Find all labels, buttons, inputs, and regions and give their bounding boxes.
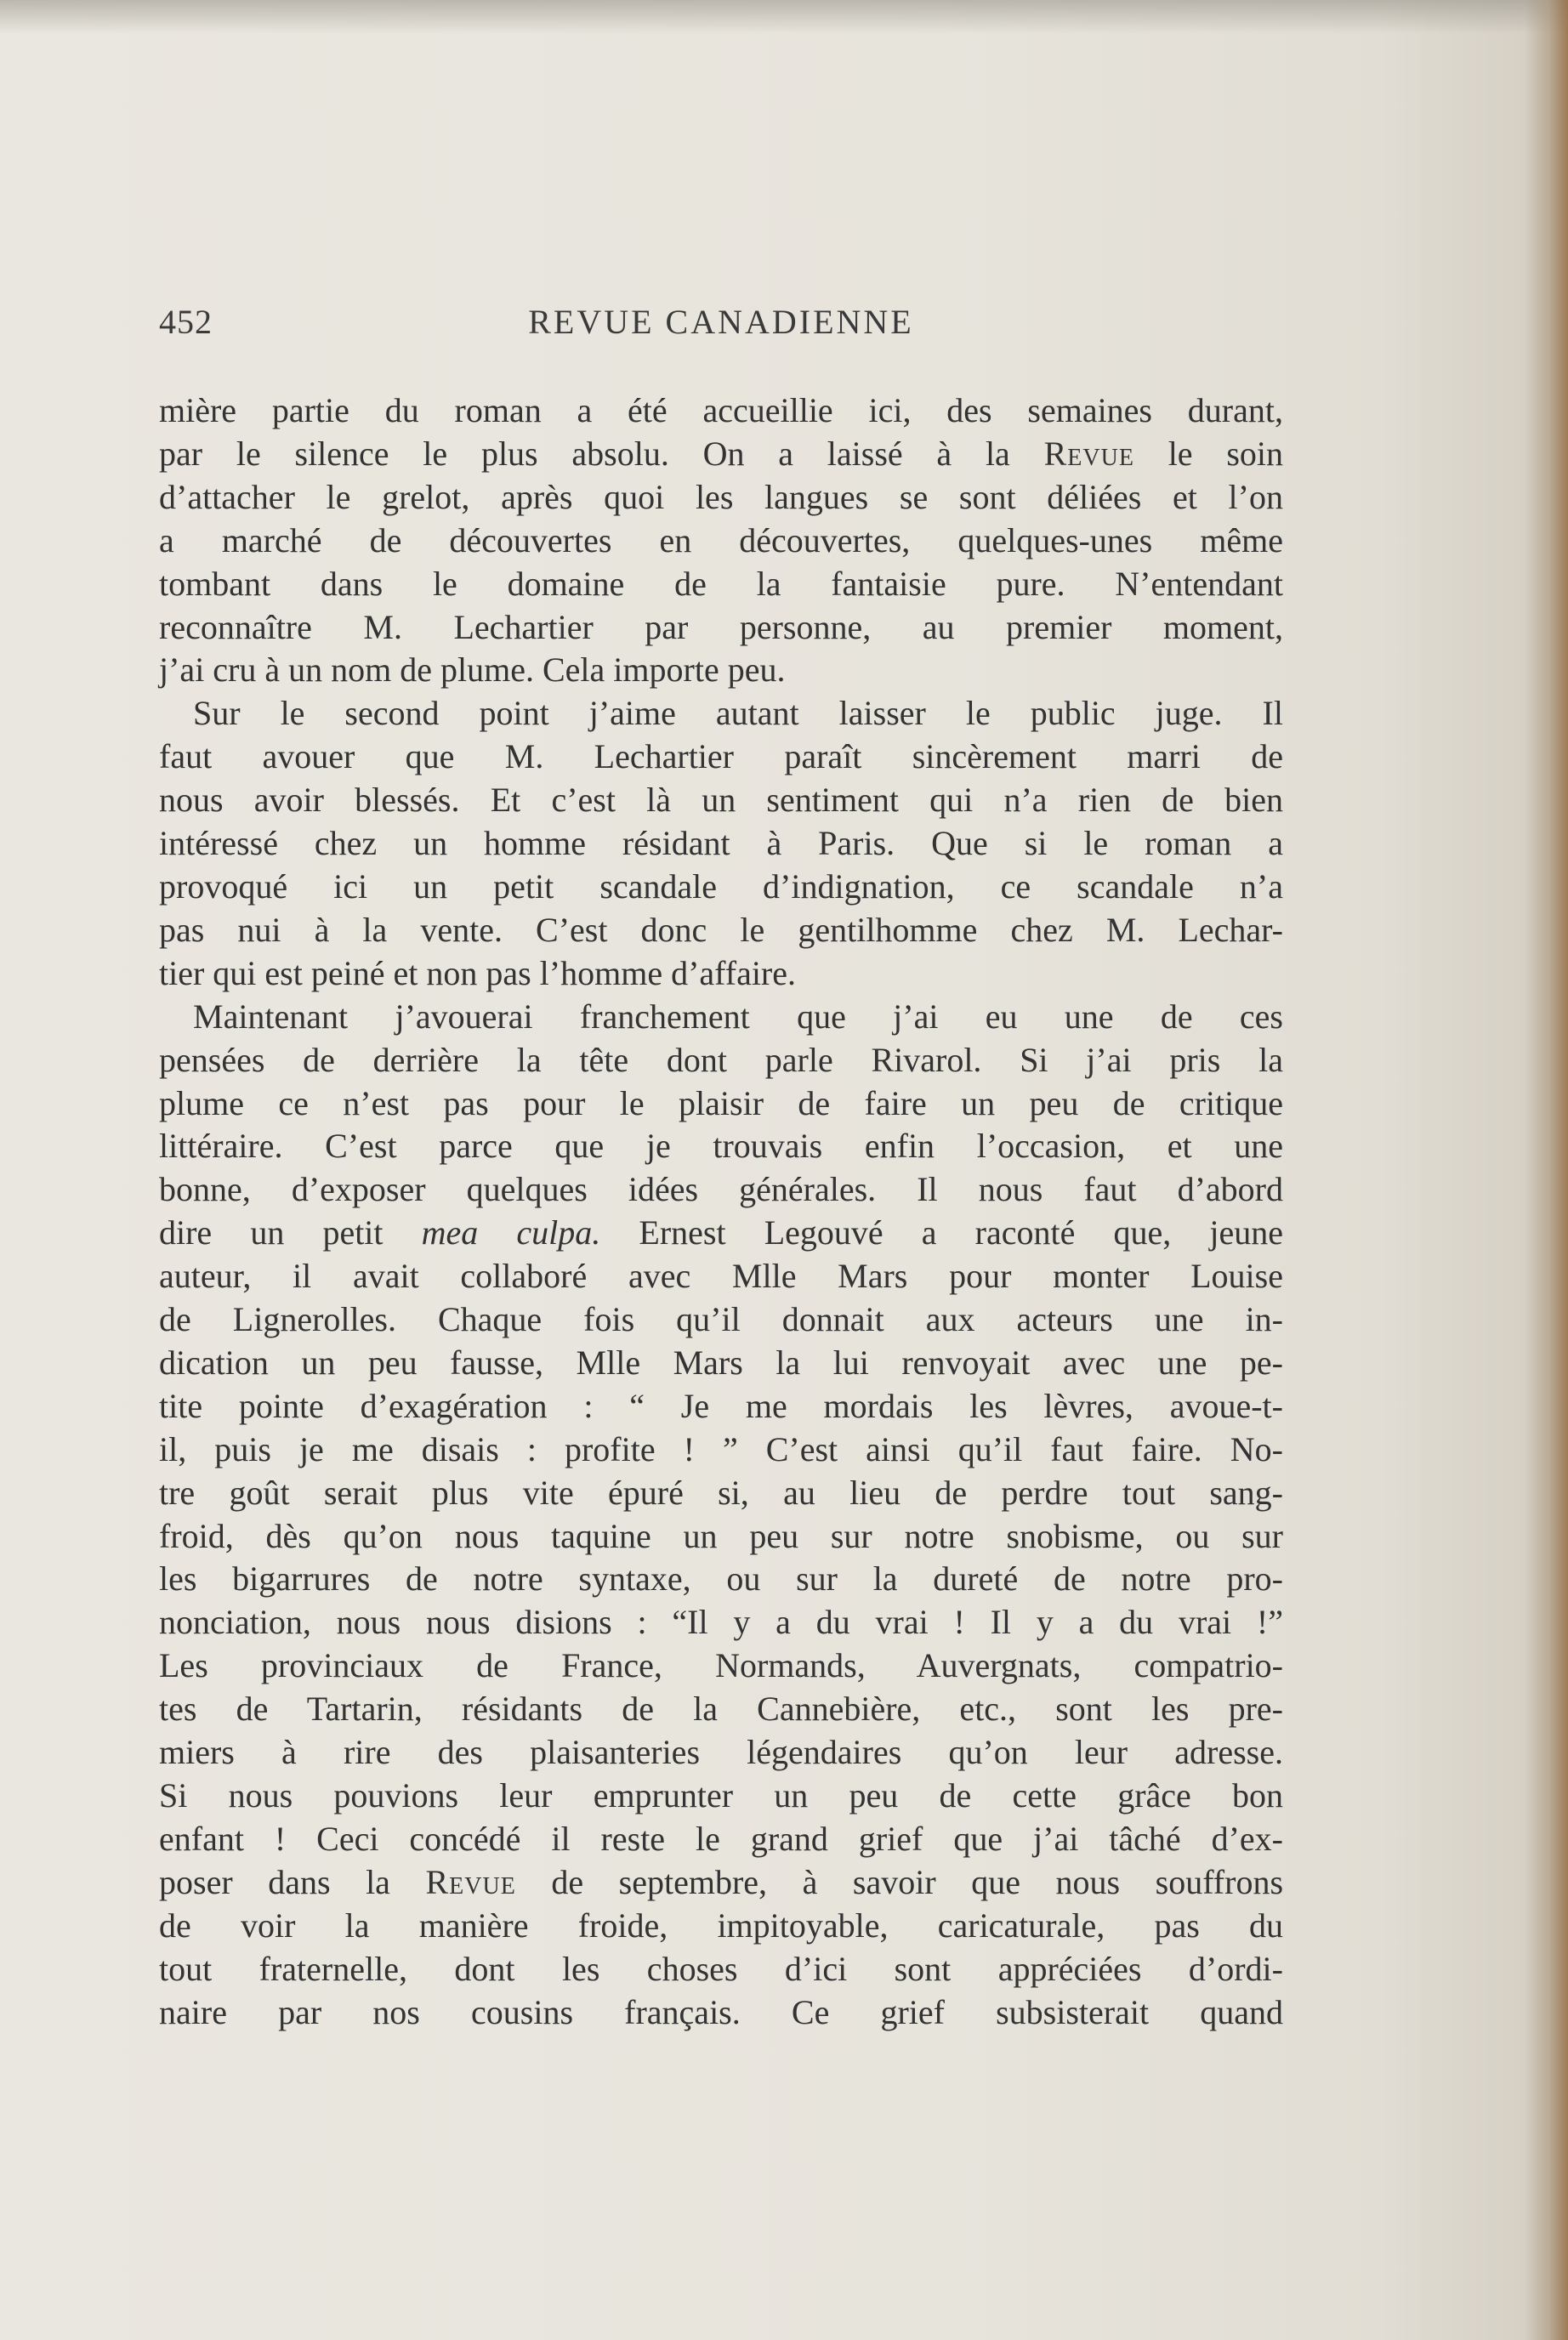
text-line: mière partie du roman a été accueillie ici, des semaines durant, [159, 391, 1283, 429]
text-line: il, puis je me disais : profite ! ” C’est ainsi qu’il faut faire. No- [159, 1429, 1283, 1468]
text-line: par le silence le plus absolu. On a laissé à la Revue le soin [159, 434, 1284, 473]
scan-top-shadow [0, 0, 1568, 34]
page-edge-shadow [1525, 0, 1568, 2340]
text-line: Les provinciaux de France, Normands, Auvergnats, compatrio- [159, 1646, 1283, 1685]
running-title: REVUE CANADIENNE [528, 303, 914, 341]
text-line: littéraire. C’est parce que je trouvais enfin l’occasion, et une [159, 1127, 1283, 1166]
body-text [159, 389, 1283, 2034]
text-line: tombant dans le domaine de la fantaisie pure. N’entendant [159, 564, 1283, 603]
text-line: auteur, il avait collaboré avec Mlle Mars pour monter Louise [159, 1257, 1283, 1296]
text-line: provoqué ici un petit scandale d’indignation, ce scandale n’a [159, 866, 1283, 906]
text-line: j’ai cru à un nom de plume. Cela importe peu. [159, 650, 786, 690]
text-line: pensées de derrière la tête dont parle Rivarol. Si j’ai pris la [159, 1040, 1283, 1079]
text-line: d’attacher le grelot, après quoi les langues se sont déliées et l’on [159, 477, 1283, 516]
text-line: dication un peu fausse, Mlle Mars la lui renvoyait avec une pe- [159, 1343, 1283, 1382]
revue-reference: Revue [1043, 434, 1134, 473]
text-line: dire un petit mea culpa. Ernest Legouvé a raconté que, jeune [159, 1213, 1283, 1252]
revue-reference: Revue [425, 1862, 516, 1901]
text-line: Maintenant j’avouerai franchement que j’ai eu une de ces [193, 997, 1283, 1036]
page-number: 452 [159, 303, 213, 341]
text-line: reconnaître M. Lechartier par personne, au premier moment, [159, 607, 1283, 646]
text-line: tite pointe d’exagération : “ Je me mordais les lèvres, avoue-t- [159, 1386, 1283, 1425]
mea-culpa-italic: mea culpa. [421, 1213, 601, 1252]
text-line: tes de Tartarin, résidants de la Cannebière, etc., sont les pre- [159, 1690, 1283, 1729]
text-line: miers à rire des plaisanteries légendaires qu’on leur adresse. [159, 1733, 1283, 1772]
text-line: Si nous pouvions leur emprunter un peu de cette grâce bon [159, 1776, 1283, 1815]
text-line: Sur le second point j’aime autant laisser le public juge. Il [193, 694, 1283, 733]
text-line: nonciation, nous nous disions : “Il y a du vrai ! Il y a du vrai !” [159, 1603, 1283, 1642]
text-line: de Lignerolles. Chaque fois qu’il donnait aux acteurs une in- [159, 1300, 1283, 1339]
text-line: plume ce n’est pas pour le plaisir de faire un peu de critique [159, 1083, 1283, 1122]
text-line: les bigarrures de notre syntaxe, ou sur la dureté de notre pro- [159, 1559, 1283, 1599]
page-header [159, 302, 1283, 353]
text-line: tre goût serait plus vite épuré si, au lieu de perdre tout sang- [159, 1473, 1283, 1512]
text-line: faut avouer que M. Lechartier paraît sincèrement marri de [159, 737, 1283, 776]
text-line: poser dans la Revue de septembre, à savoir que nous souffrons [159, 1862, 1284, 1901]
text-line: froid, dès qu’on nous taquine un peu sur notre snobisme, ou sur [159, 1516, 1283, 1555]
text-line: naire par nos cousins français. Ce grief subsisterait quand [159, 1992, 1283, 2031]
text-line: de voir la manière froide, impitoyable, caricaturale, pas du [159, 1906, 1283, 1945]
text-line: nous avoir blessés. Et c’est là un sentiment qui n’a rien de bien [159, 781, 1283, 820]
text-line: bonne, d’exposer quelques idées générales. Il nous faut d’abord [159, 1170, 1283, 1209]
text-line: enfant ! Ceci concédé il reste le grand grief que j’ai tâché d’ex- [159, 1819, 1283, 1858]
text-line: intéressé chez un homme résidant à Paris. Que si le roman a [159, 824, 1283, 863]
text-line: tier qui est peiné et non pas l’homme d’affaire. [159, 953, 797, 992]
text-line: tout fraternelle, dont les choses d’ici sont appréciées d’ordi- [159, 1949, 1283, 1988]
text-line: a marché de découvertes en découvertes, quelques-unes même [159, 520, 1283, 559]
text-line: pas nui à la vente. C’est donc le gentilhomme chez M. Lechar- [159, 910, 1283, 949]
